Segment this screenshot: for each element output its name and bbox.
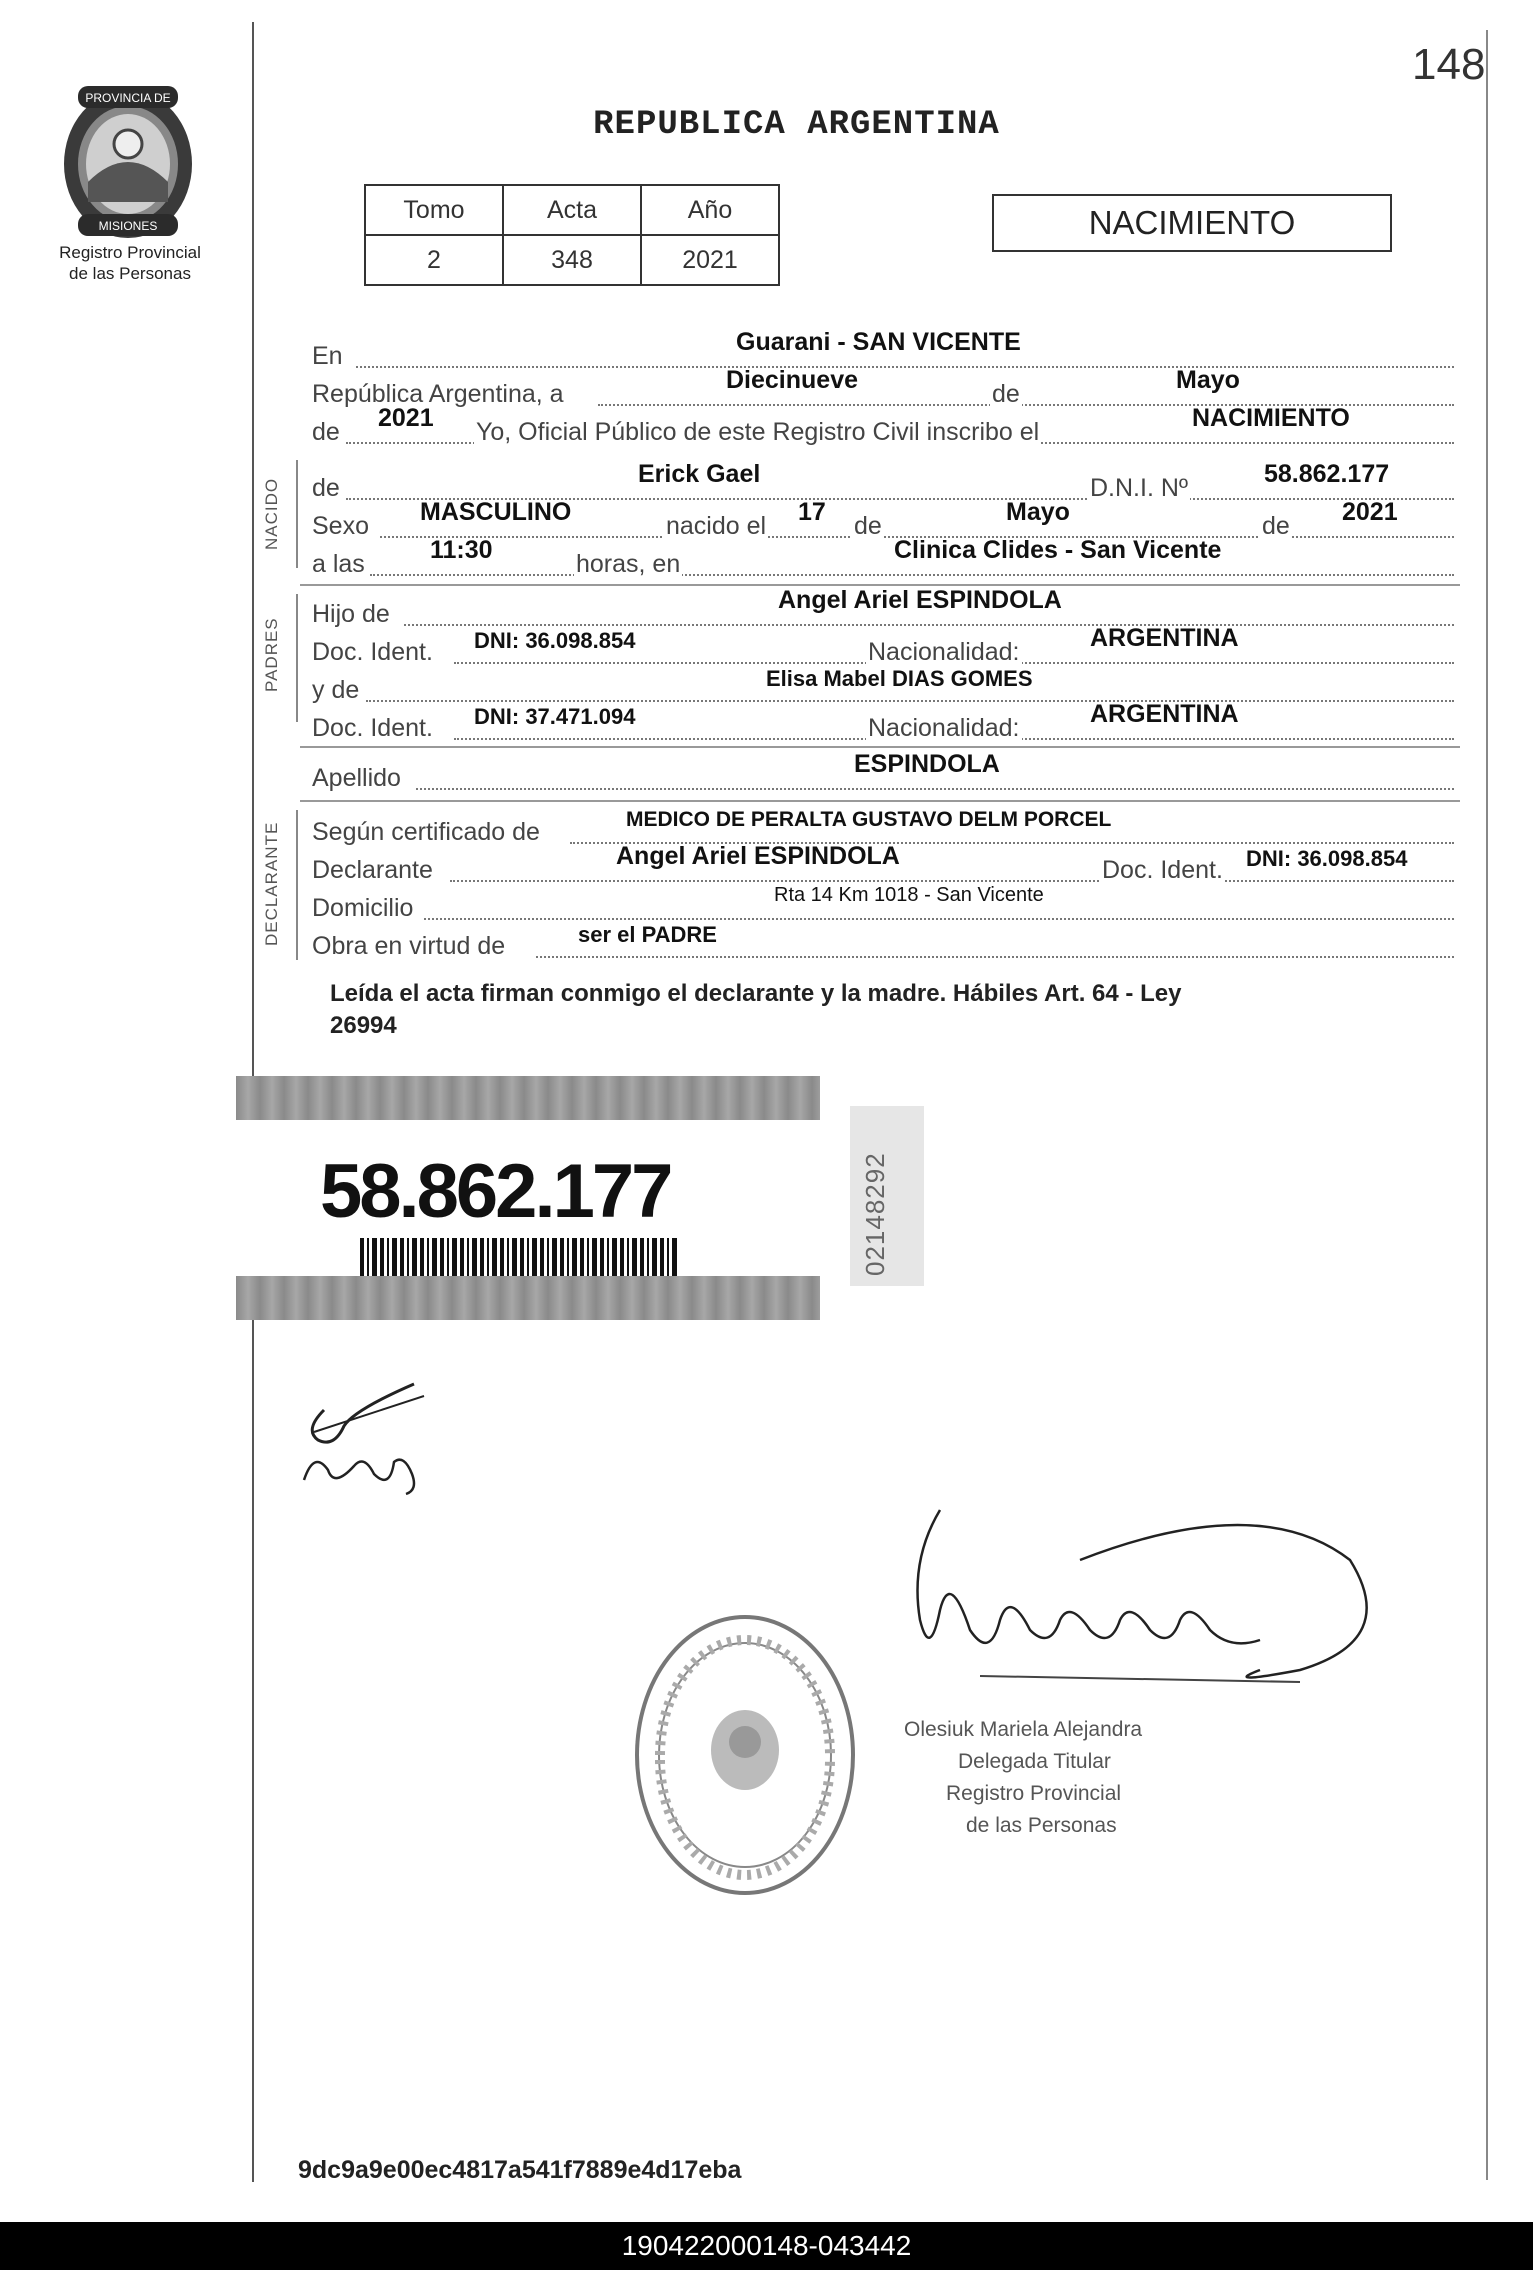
official-office-1: Registro Provincial [946, 1782, 1122, 1805]
parents-signatures-icon [294, 1370, 454, 1510]
page-number: 148 [1412, 40, 1486, 89]
dni-sticker [236, 1076, 820, 1320]
birth-month: Mayo [1006, 498, 1070, 526]
child-name: Erick Gael [638, 460, 761, 488]
value-acta: 348 [503, 235, 641, 285]
child-dni: 58.862.177 [1264, 460, 1390, 488]
issuer-office-line1: Registro Provincial [59, 243, 201, 262]
mother-nationality: ARGENTINA [1090, 700, 1239, 728]
footer-code: 190422000148-043442 [0, 2222, 1533, 2270]
serial-sticker [850, 1106, 924, 1286]
declarante-label: Declarante [312, 856, 433, 884]
row-mother [312, 668, 1454, 706]
nacido-de2-label: de [854, 512, 882, 540]
right-margin-rule [1486, 30, 1488, 2180]
emblem-top-text: PROVINCIA DE [85, 91, 171, 105]
republic-label: República Argentina, a [312, 380, 564, 408]
section-padres: PADRES [262, 617, 281, 692]
row-nacido-time [312, 536, 1454, 580]
declarante-bracket [296, 810, 298, 960]
month-value: Mayo [1176, 366, 1240, 394]
record-volume-table [364, 184, 780, 286]
official-office-2: de las Personas [966, 1814, 1117, 1837]
padres-bracket [296, 594, 298, 722]
issuer-office [40, 242, 220, 284]
apellido-value: ESPINDOLA [854, 750, 1000, 778]
domicilio-value: Rta 14 Km 1018 - San Vicente [774, 884, 1044, 906]
birth-year: 2021 [1342, 498, 1398, 526]
official-signature-icon [880, 1500, 1380, 1720]
row-domicilio [312, 886, 1454, 924]
nacido-de3-label: de [1262, 512, 1290, 540]
row-mother-doc [312, 700, 1454, 744]
separator-3 [300, 800, 1460, 802]
obra-label: Obra en virtud de [312, 932, 506, 960]
country-title: REPUBLICA ARGENTINA [593, 106, 1000, 144]
birth-place: Clinica Clides - San Vicente [894, 536, 1222, 564]
event-value: NACIMIENTO [1192, 404, 1350, 432]
row-obra [312, 924, 1454, 962]
obra-value: ser el PADRE [578, 922, 717, 947]
cert-value: MEDICO DE PERALTA GUSTAVO DELM PORCEL [626, 808, 1112, 831]
statement-text: Yo, Oficial Público de este Registro Civil inscribo el [476, 418, 1040, 446]
apellido-label: Apellido [312, 764, 401, 792]
emblem-bottom-text: MISIONES [98, 219, 158, 233]
nacido-el-label: nacido el [666, 512, 767, 540]
official-seal-icon [630, 1610, 860, 1900]
de2-label: de [312, 418, 340, 446]
sexo-label: Sexo [312, 512, 369, 540]
declarante-doc-label: Doc. Ident. [1102, 856, 1223, 884]
hijo-label: Hijo de [312, 600, 390, 628]
mother-doc: DNI: 37.471.094 [474, 704, 636, 729]
row-apellido [312, 750, 1454, 794]
header-ano: Año [641, 185, 779, 235]
birth-day: 17 [798, 498, 826, 526]
record-type-box: NACIMIENTO [992, 194, 1392, 252]
father-doc-label: Doc. Ident. [312, 638, 433, 666]
y-de-label: y de [312, 676, 360, 704]
sexo-value: MASCULINO [420, 498, 572, 526]
father-nationality: ARGENTINA [1090, 624, 1239, 652]
sticker-band-bottom [236, 1276, 820, 1320]
closing-line-2: 26994 [330, 1012, 397, 1039]
row-father-doc [312, 624, 1454, 668]
header-acta: Acta [503, 185, 641, 235]
horas-label: horas, en [576, 550, 681, 578]
header-tomo: Tomo [365, 185, 503, 235]
dni-label: D.N.I. Nº [1090, 474, 1189, 502]
row-father [312, 586, 1454, 630]
sticker-band-top [236, 1076, 820, 1120]
value-ano: 2021 [641, 235, 779, 285]
section-declarante: DECLARANTE [262, 821, 281, 946]
mother-name: Elisa Mabel DIAS GOMES [766, 666, 1033, 691]
mother-nat-label: Nacionalidad: [868, 714, 1020, 742]
document-hash: 9dc9a9e00ec4817a541f7889e4d17eba [298, 2156, 742, 2184]
official-name: Olesiuk Mariela Alejandra [904, 1718, 1143, 1741]
row-en [312, 328, 1454, 372]
closing-line-1: Leída el acta firman conmigo el declarante y la madre. Hábiles Art. 64 - Ley [330, 980, 1182, 1007]
day-value: Diecinueve [726, 366, 859, 394]
separator-2 [300, 746, 1460, 748]
father-name: Angel Ariel ESPINDOLA [778, 586, 1062, 614]
mother-doc-label: Doc. Ident. [312, 714, 433, 742]
de-label: de [992, 380, 1020, 408]
a-las-label: a las [312, 550, 365, 578]
declarante-doc: DNI: 36.098.854 [1246, 846, 1408, 871]
year-value: 2021 [378, 404, 434, 432]
section-nacido: NACIDO [262, 477, 281, 550]
row-statement [312, 404, 1454, 448]
cert-label: Según certificado de [312, 818, 540, 846]
closing-statement [330, 978, 1460, 1042]
place-value: Guarani - SAN VICENTE [736, 328, 1021, 356]
father-doc: DNI: 36.098.854 [474, 628, 636, 653]
serial-number: 02148292 [860, 1152, 890, 1276]
issuer-office-line2: de las Personas [69, 264, 191, 283]
sticker-dni-number: 58.862.177 [320, 1149, 671, 1234]
domicilio-label: Domicilio [312, 894, 414, 922]
nacido-de-label: de [312, 474, 340, 502]
en-label: En [312, 342, 343, 370]
nacido-bracket [296, 460, 298, 568]
value-tomo: 2 [365, 235, 503, 285]
birth-time: 11:30 [430, 536, 493, 564]
father-nat-label: Nacionalidad: [868, 638, 1020, 666]
row-declarante [312, 842, 1454, 886]
official-role: Delegada Titular [958, 1750, 1111, 1773]
declarante-name: Angel Ariel ESPINDOLA [616, 842, 900, 870]
